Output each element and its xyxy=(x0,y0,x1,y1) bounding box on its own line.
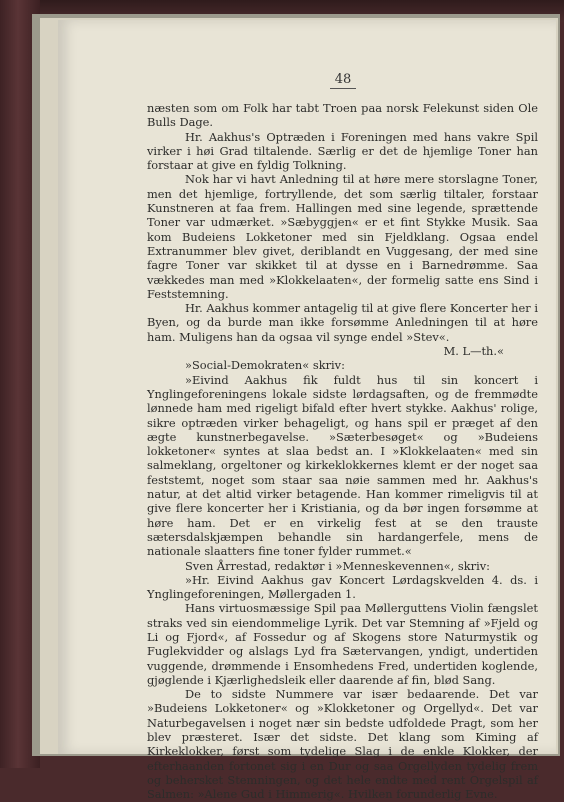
signature: M. L—th.« xyxy=(443,344,504,359)
paragraph: Hr. Aakhus's Optræden i Foreningen med hans vakre Spil virker i høi Grad tiltalende. Særlig er det de hjemlige Toner han forstaar at give en fyldig Tolkning. xyxy=(147,129,538,173)
page-number: 48 xyxy=(330,72,356,89)
paragraph: »Hr. Eivind Aakhus gav Koncert Lørdagskvelden 4. ds. i Ynglingeforeningen, Møllergaden 1. xyxy=(147,572,538,602)
paragraph: Hr. Aakhus kommer antagelig til at give flere Koncerter her i Byen, og da burde man ikke forsømme Anledningen til at høre ham. Muligens han da ogsaa vil synge endel »Stev«. xyxy=(147,301,538,344)
paragraph: næsten som om Folk har tabt Troen paa norsk Felekunst siden Ole Bulls Dage. xyxy=(147,101,538,130)
paragraph: Sven Årrestad, redaktør i »Menneskevennen«, skriv: xyxy=(185,558,490,573)
paragraph: De to sidste Nummere var især bedaarende. Det var »Budeiens Lokketoner« og »Klokketoner og Orgellyd«. Det var Naturbegavelsen i noget nær sin bedste udfoldede Pragt, som her blev præsteret. Især det sidste. Det klang som Kiming af Kirkeklokker, først som tydelige Slag i de enkle Klokker, der efterhaanden fortonet sig i en Dur og saa Orgellyden tydelig frem og behersket Stemningen, og det hele endte med rent Orgelspil af Salmen: »Alene Gud i Himmerig«. Hvilken forunderlig Evne. xyxy=(147,687,538,802)
paragraph: Hans virtuosmæssige Spil paa Møllerguttens Violin fængslet straks ved sin eiendommelige Lyrik. Det var Stemning af »Fjeld og Li og Fjord«, af Fossedur og af Skogens store Naturmystik og Fuglekvidder og alslags Lyd fra Sætervangen, yndigt, undertiden vuggende, drømmende i Ensomhedens Fred, undertiden koglende, gjøglende i Kjærlighedsleik eller daarende af fin, blød Sang. xyxy=(147,601,538,687)
page-body-text xyxy=(147,101,538,802)
paragraph: »Social-Demokraten« skriv: xyxy=(185,358,345,373)
paragraph: Nok har vi havt Anledning til at høre mere storslagne Toner, men det hjemlige, fortryllende, det som særlig tiltaler, forstaar Kunstneren at faa frem. Hallingen med sine legende, sprættende Toner var udmærket. »Sæbyggjen« er et fint Stykke Musik. Saa kom Budeiens Lokketoner med sin Fjeldklang. Ogsaa endel Extranummer blev givet, deriblandt en Vuggesang, der med sine fagre Toner var skikket til at dysse en i Barnedrømme. Saa vækkedes man med »Klokkelaaten«, der formelig satte ens Sind i Feststemning. xyxy=(147,172,538,301)
paragraph: »Eivind Aakhus fik fuldt hus til sin koncert i Ynglingeforeningens lokale sidste lørdagsaften, og de fremmødte lønnede ham med rigeligt bifald efter hvert stykke. Aakhus' rolige, sikre optræden virker behageligt, og hans spil er præget af den ægte kunstnerbegavelse. »Sæterbesøget« og »Budeiens lokketoner« syntes at slaa bedst an. I »Klokkelaaten« med sin salmeklang, orgeltoner og kirkeklokkernes klemt er der noget saa feststemt, noget som staar saa nøie sammen med hr. Aakhus's natur, at det altid virker betagende. Han kommer rimeligvis til at give flere koncerter her i Kristiania, og da bør ingen forsømme at høre ham. Det er en virkelig fest at se den trauste sætersdalskjæmpen behandle sin hardangerfele, mens de nationale slaatters fine toner fylder rummet.« xyxy=(147,372,538,559)
